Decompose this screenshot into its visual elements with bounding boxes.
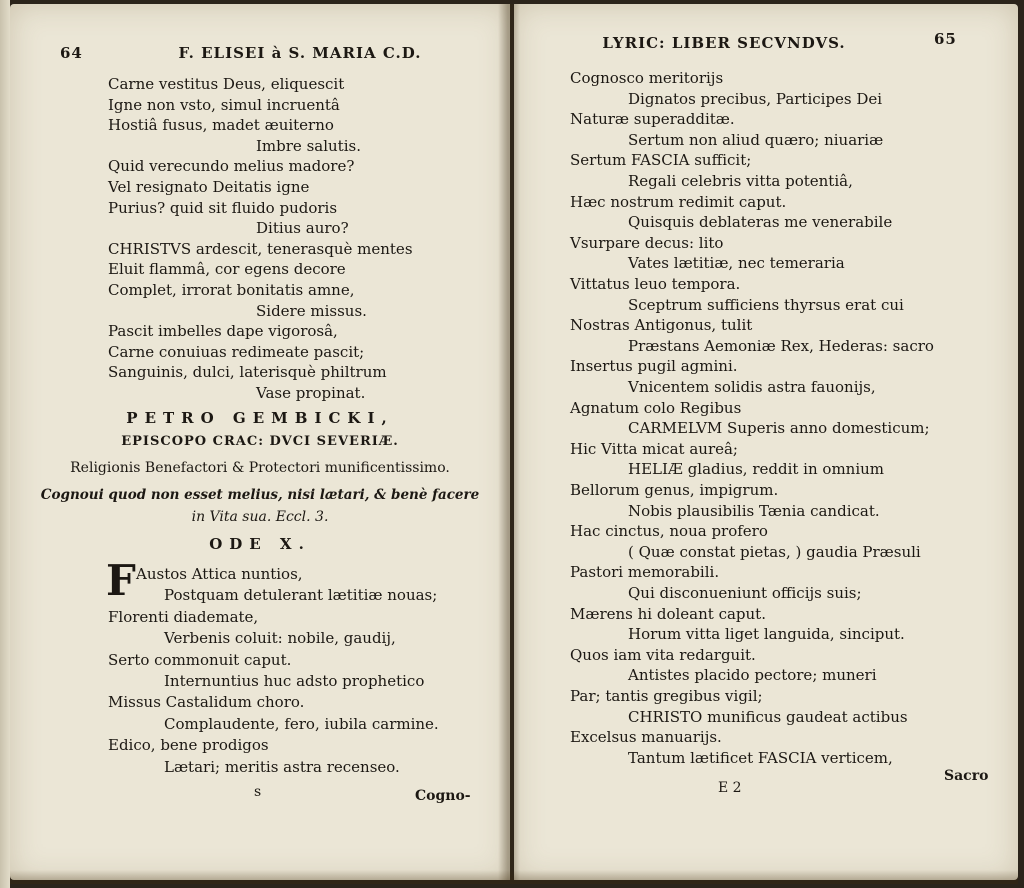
verse-line: CHRISTO munificus gaudeat actibus — [628, 707, 908, 726]
verse-line: Purius? quid sit fluido pudoris — [108, 198, 338, 217]
verse-line: Excelsus manuarijs. — [570, 728, 722, 747]
verse-line: Postquam detulerant lætitiæ nouas; — [164, 586, 438, 605]
verse-line: Cognosco meritorijs — [570, 69, 724, 87]
verse-line: ( Quæ constat pietas, ) gaudia Præsuli — [628, 542, 921, 561]
drop-cap-initial: F — [106, 556, 136, 605]
dedication-title: EPISCOPO CRAC: DVCI SEVERIÆ. — [121, 434, 399, 449]
verse-line: Austos Attica nuntios, — [136, 565, 303, 583]
verse-line: Tantum lætificet FASCIA verticem, — [628, 748, 893, 767]
left-page — [10, 4, 510, 880]
left-page-number: 64 — [60, 44, 83, 62]
verse-line: Eluit flammâ, cor egens decore — [108, 260, 346, 279]
left-signature-mark: s — [254, 784, 262, 800]
verse-line: Igne non vsto, simul incruentâ — [108, 95, 340, 114]
left-running-head: F. ELISEI à S. MARIA C.D. — [178, 44, 422, 62]
verse-line: Vsurpare decus: lito — [570, 233, 724, 252]
verse-line: Vittatus leuo tempora. — [570, 275, 741, 293]
verse-line: Florenti diademate, — [108, 607, 259, 626]
verse-line: Bellorum genus, impigrum. — [570, 481, 779, 499]
verse-line: Quisquis deblateras me venerabile — [628, 213, 893, 232]
verse-line: Dignatos precibus, Participes Dei — [628, 89, 883, 108]
verse-line: Vase propinat. — [256, 384, 366, 402]
verse-line: Missus Castalidum choro. — [108, 693, 305, 712]
verse-line: Verbenis coluit: nobile, gaudij, — [164, 629, 396, 648]
verse-line: Naturæ superadditæ. — [570, 110, 735, 129]
verse-line: Sertum FASCIA sufficit; — [570, 151, 752, 170]
verse-line: Vnicentem solidis astra fauonijs, — [628, 378, 876, 396]
dedication-line: Religionis Benefactori & Protectori munificentissimo. — [70, 460, 450, 476]
verse-line: Quos iam vita redarguit. — [570, 645, 756, 664]
verse-line: Hostiâ fusus, madet æuiterno — [108, 116, 334, 135]
ode-heading: ODE X. — [209, 535, 311, 553]
right-page — [514, 4, 1018, 880]
verse-line: Complaudente, fero, iubila carmine. — [164, 714, 439, 733]
verse-line: Lætari; meritis astra recenseo. — [164, 757, 400, 776]
verse-line: Edico, bene prodigos — [108, 736, 269, 755]
right-page-number: 65 — [934, 30, 957, 48]
left-catchword: Cogno- — [415, 788, 471, 804]
verse-line: Mærens hi doleant caput. — [570, 604, 766, 623]
verse-line: Imbre salutis. — [256, 136, 361, 155]
verse-line: Insertus pugil agmini. — [570, 357, 738, 376]
verse-line: Hic Vitta micat aureâ; — [570, 439, 738, 458]
verse-line: Hæc nostrum redimit caput. — [570, 192, 787, 211]
verse-line: Sertum non aliud quæro; niuariæ — [628, 130, 884, 149]
verse-line: Carne vestitus Deus, eliquescit — [108, 75, 345, 93]
verse-line: Præstans Aemoniæ Rex, Hederas: sacro — [628, 336, 934, 355]
verse-line: Sidere missus. — [256, 301, 367, 320]
right-catchword: Sacro — [944, 768, 989, 784]
verse-line: Quid verecundo melius madore? — [108, 157, 355, 176]
page-edges — [0, 0, 10, 888]
verse-line: Horum vitta liget languida, sinciput. — [628, 625, 905, 644]
verse-line: Hac cinctus, noua profero — [570, 522, 768, 541]
verse-line: Par; tantis gregibus vigil; — [570, 687, 763, 705]
verse-line: Serto commonuit caput. — [108, 650, 292, 669]
scripture-quote-line-2: in Vita sua. Eccl. 3. — [191, 509, 329, 525]
verse-line: Vel resignato Deitatis igne — [108, 178, 310, 196]
book-gutter — [498, 4, 520, 880]
right-running-head: LYRIC: LIBER SECVNDVS. — [602, 34, 846, 52]
verse-line: Sanguinis, dulci, laterisquè philtrum — [108, 363, 387, 382]
verse-line: Qui disconueniunt officijs suis; — [628, 584, 862, 602]
dedication-name: PETRO GEMBICKI, — [126, 409, 394, 427]
verse-line: Carne conuiuas redimeate pascit; — [108, 342, 365, 361]
verse-line: CARMELVM Superis anno domesticum; — [628, 419, 930, 438]
verse-line: Pascit imbelles dape vigorosâ, — [108, 322, 338, 341]
verse-line: Ditius auro? — [256, 219, 349, 238]
right-signature-mark: E 2 — [718, 780, 742, 796]
verse-line: HELIÆ gladius, reddit in omnium — [628, 460, 885, 479]
verse-line: Regali celebris vitta potentiâ, — [628, 172, 853, 190]
verse-line: Internuntius huc adsto prophetico — [164, 672, 425, 690]
verse-line: Pastori memorabili. — [570, 563, 720, 582]
verse-line: Agnatum colo Regibus — [570, 398, 742, 417]
verse-line: Nobis plausibilis Tænia candicat. — [628, 501, 880, 520]
verse-line: CHRISTVS ardescit, tenerasquè mentes — [108, 239, 413, 258]
verse-line: Nostras Antigonus, tulit — [570, 316, 753, 335]
verse-line: Sceptrum sufficiens thyrsus erat cui — [628, 295, 904, 314]
verse-line: Antistes placido pectore; muneri — [628, 666, 877, 685]
bottom-edge-shadow — [10, 870, 1018, 884]
verse-line: Vates lætitiæ, nec temeraria — [628, 254, 845, 273]
verse-line: Complet, irrorat bonitatis amne, — [108, 281, 355, 299]
scripture-quote-line-1: Cognoui quod non esset melius, nisi lætari, & benè facere — [40, 487, 480, 503]
